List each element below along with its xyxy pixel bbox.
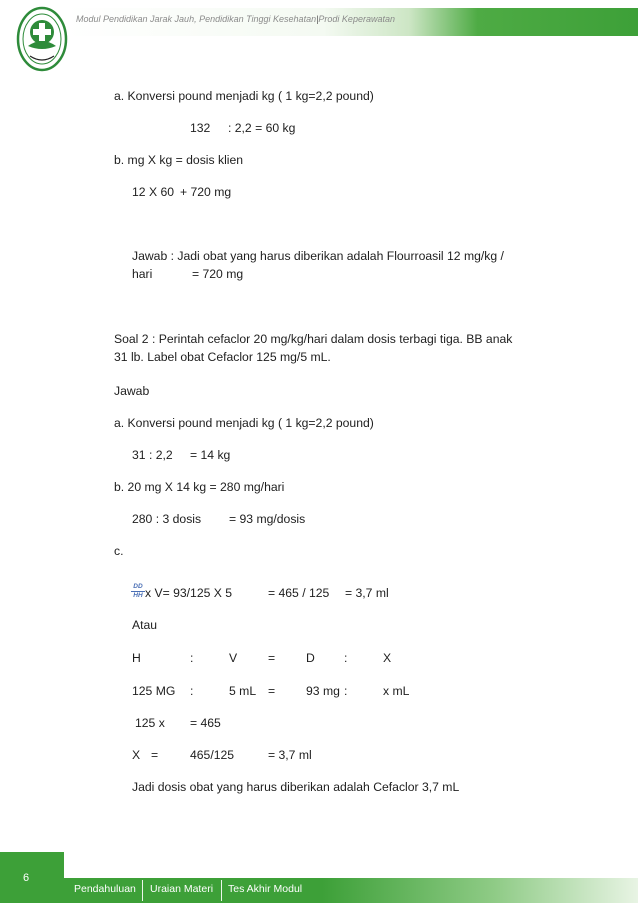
fraction-dd-hh	[131, 583, 145, 600]
eq1-right: = 465	[190, 716, 221, 730]
cell-125mg: 125 MG	[132, 684, 176, 698]
eq2-result: = 3,7 ml	[268, 748, 312, 762]
item-a1: a. Konversi pound menjadi kg ( 1 kg=2,2 pound)	[114, 89, 374, 103]
b2-calc-value: 280 : 3 dosis	[132, 512, 202, 526]
jawab1-line2-label: hari	[132, 267, 153, 281]
c2-formula-1: x V= 93/125 X 5	[145, 586, 233, 600]
nav-pendahuluan[interactable]: Pendahuluan	[74, 883, 136, 895]
cell-colon-2: :	[344, 651, 348, 665]
nav-uraian-materi[interactable]: Uraian Materi	[150, 883, 214, 895]
eq2-equals: =	[151, 748, 159, 762]
a2-calc-value: 31 : 2,2	[132, 448, 173, 462]
fraction-denominator: HH	[131, 591, 145, 600]
soal2-line2: 31 lb. Label obat Cefaclor 125 mg/5 mL.	[114, 350, 331, 364]
page-number: 6	[22, 872, 30, 884]
conclusion: Jadi dosis obat yang harus diberikan adalah Cefaclor 3,7 mL	[132, 780, 460, 794]
atau-label: Atau	[132, 618, 158, 632]
cell-colon-4: :	[344, 684, 348, 698]
b2-calc-result: = 93 mg/dosis	[229, 512, 306, 526]
item-b2: b. 20 mg X 14 kg = 280 mg/hari	[114, 480, 285, 494]
cell-colon-1: :	[190, 651, 194, 665]
eq2-fraction: 465/125	[190, 748, 235, 762]
eq2-x: X	[132, 748, 141, 762]
bakti-husada-logo	[16, 6, 68, 72]
nav-divider	[142, 880, 143, 901]
cell-h: H	[132, 651, 141, 665]
a1-calc-value: 132	[190, 121, 211, 135]
fraction-numerator: DD	[133, 583, 143, 590]
a1-calc-result: : 2,2 = 60 kg	[228, 121, 296, 135]
item-c2: c.	[114, 544, 124, 558]
c2-formula-2: = 465 / 125	[268, 586, 330, 600]
cell-d: D	[306, 651, 315, 665]
c2-formula-3: = 3,7 ml	[345, 586, 389, 600]
eq1-left: 125 x	[135, 716, 165, 730]
cell-5ml: 5 mL	[229, 684, 257, 698]
a2-calc-result: = 14 kg	[190, 448, 231, 462]
cell-equals: =	[268, 651, 276, 665]
b1-calc-value: 12 X 60	[132, 185, 175, 199]
cell-xml: x mL	[383, 684, 410, 698]
cell-equals-2: =	[268, 684, 276, 698]
b1-calc-result: + 720 mg	[180, 185, 232, 199]
cell-v: V	[229, 651, 238, 665]
jawab1-line1: Jawab : Jadi obat yang harus diberikan adalah Flourroasil 12 mg/kg /	[132, 249, 504, 263]
jawab1-line2-result: = 720 mg	[192, 267, 244, 281]
nav-divider	[221, 880, 222, 901]
cell-colon-3: :	[190, 684, 194, 698]
nav-tes-akhir-modul[interactable]: Tes Akhir Modul	[228, 883, 303, 895]
item-b1: b. mg X kg = dosis klien	[114, 153, 244, 167]
jawab2-label: Jawab	[114, 384, 150, 398]
soal2-line1: Soal 2 : Perintah cefaclor 20 mg/kg/hari dalam dosis terbagi tiga. BB anak	[114, 332, 513, 346]
header-title: Modul Pendidikan Jarak Jauh, Pendidikan Tinggi Kesehatan|Prodi Keperawatan	[76, 14, 395, 24]
item-a2: a. Konversi pound menjadi kg ( 1 kg=2,2 pound)	[114, 416, 374, 430]
cell-x: X	[383, 651, 392, 665]
cell-93mg: 93 mg	[306, 684, 340, 698]
